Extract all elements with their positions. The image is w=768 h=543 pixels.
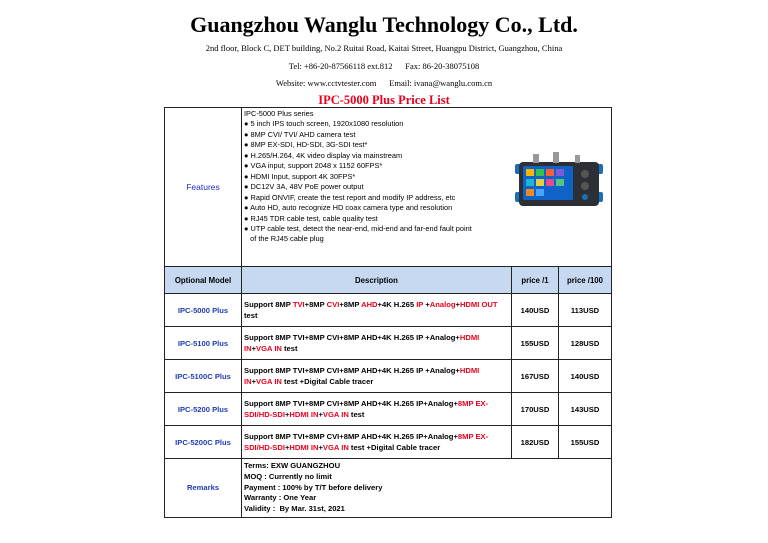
price-hundred: 128USD (559, 327, 612, 360)
model-name: IPC-5200C Plus (165, 426, 242, 459)
web-email: Website: www.cctvtester.com Email: ivana@wanglu.com.cn (275, 78, 493, 88)
feature-item: ● 8MP EX-SDI, HD-SDI, 3G-SDI test* (244, 140, 368, 150)
model-description: Support 8MP TVI+8MP CVI+8MP AHD+4K H.265 IP+Analog+8MP EX-SDI/HD-SDI+HDMI IN+VGA IN test (242, 393, 512, 426)
model-name: IPC-5100 Plus (165, 327, 242, 360)
feature-item: ● 8MP CVI/ TVI/ AHD camera test (244, 129, 356, 139)
model-description: Support 8MP TVI+8MP CVI+8MP AHD+4K H.265 IP+Analog+8MP EX-SDI/HD-SDI+HDMI IN+VGA IN test +Digital Cable tracer (242, 426, 512, 459)
price-single: 182USD (512, 426, 559, 459)
header-model: Optional Model (165, 267, 242, 294)
feature-item: of the RJ45 cable plug (244, 234, 324, 244)
features-cell (242, 108, 612, 267)
features-row (165, 108, 612, 267)
remarks-line: Warranty : One Year (244, 493, 317, 503)
remarks-label: Remarks (165, 459, 242, 518)
tel-fax: Tel: +86-20-87566118 ext.812 Fax: 86-20-38075108 (288, 61, 480, 71)
remarks-line: Validity : By Mar. 31st, 2021 (244, 504, 345, 514)
table-row (165, 393, 612, 426)
price-single: 155USD (512, 327, 559, 360)
feature-item: ● DC12V 3A, 48V PoE power output (244, 182, 364, 192)
price-hundred: 155USD (559, 426, 612, 459)
remarks-cell (242, 459, 612, 518)
tester-device-photo (513, 150, 605, 212)
table-row (165, 294, 612, 327)
feature-item: ● H.265/H.264, 4K video display via mainstream (244, 150, 403, 160)
table-header (165, 267, 612, 294)
remarks-row (165, 459, 612, 518)
remarks-line: Terms: EXW GUANGZHOU (244, 461, 341, 470)
model-name: IPC-5000 Plus (165, 294, 242, 327)
model-name: IPC-5200 Plus (165, 393, 242, 426)
table-row (165, 426, 612, 459)
feature-item: ● Auto HD, auto recognize HD coax camera type and resolution (244, 203, 453, 213)
feature-item: ● UTP cable test, detect the near-end, mid-end and far-end fault point (244, 223, 472, 233)
company-address: 2nd floor, Block C, DET building, No.2 Ruitai Road, Kaitai Street, Huangpu District, Guangzhou, China (205, 43, 563, 53)
price-single: 167USD (512, 360, 559, 393)
table-row (165, 360, 612, 393)
model-description: Support 8MP TVI+8MP CVI+8MP AHD+4K H.265 IP +Analog+HDMI OUT test (242, 294, 512, 327)
feature-item: ● 5 inch IPS touch screen, 1920x1080 resolution (244, 119, 404, 129)
feature-item: ● RJ45 TDR cable test, cable quality test (244, 213, 378, 223)
price-single: 140USD (512, 294, 559, 327)
company-name: Guangzhou Wanglu Technology Co., Ltd. (190, 12, 578, 37)
remarks-line: MOQ : Currently no limit (244, 471, 332, 481)
price-hundred: 113USD (559, 294, 612, 327)
feature-item: ● VGA input, support 2048 x 1152 60FPS* (244, 161, 383, 171)
price-hundred: 140USD (559, 360, 612, 393)
feature-item: ● Rapid ONVIF, create the test report and modify IP address, etc (244, 192, 456, 202)
feature-item: IPC-5000 Plus series (244, 109, 314, 118)
model-name: IPC-5100C Plus (165, 360, 242, 393)
header-description: Description (242, 267, 512, 294)
price-hundred: 143USD (559, 393, 612, 426)
model-description: Support 8MP TVI+8MP CVI+8MP AHD+4K H.265 IP +Analog+HDMI IN+VGA IN test (242, 327, 512, 360)
features-label: Features (165, 108, 242, 267)
price-table (164, 107, 612, 518)
price-single: 170USD (512, 393, 559, 426)
model-description: Support 8MP TVI+8MP CVI+8MP AHD+4K H.265 IP +Analog+HDMI IN+VGA IN test +Digital Cable tracer (242, 360, 512, 393)
feature-item: ● HDMI Input, support 4K 30FPS* (244, 171, 356, 181)
header-price-1: price /1 (512, 267, 559, 294)
remarks-line: Payment : 100% by T/T before delivery (244, 482, 383, 492)
price-list-title: IPC-5000 Plus Price List (318, 93, 450, 107)
table-row (165, 327, 612, 360)
header-price-100: price /100 (559, 267, 612, 294)
